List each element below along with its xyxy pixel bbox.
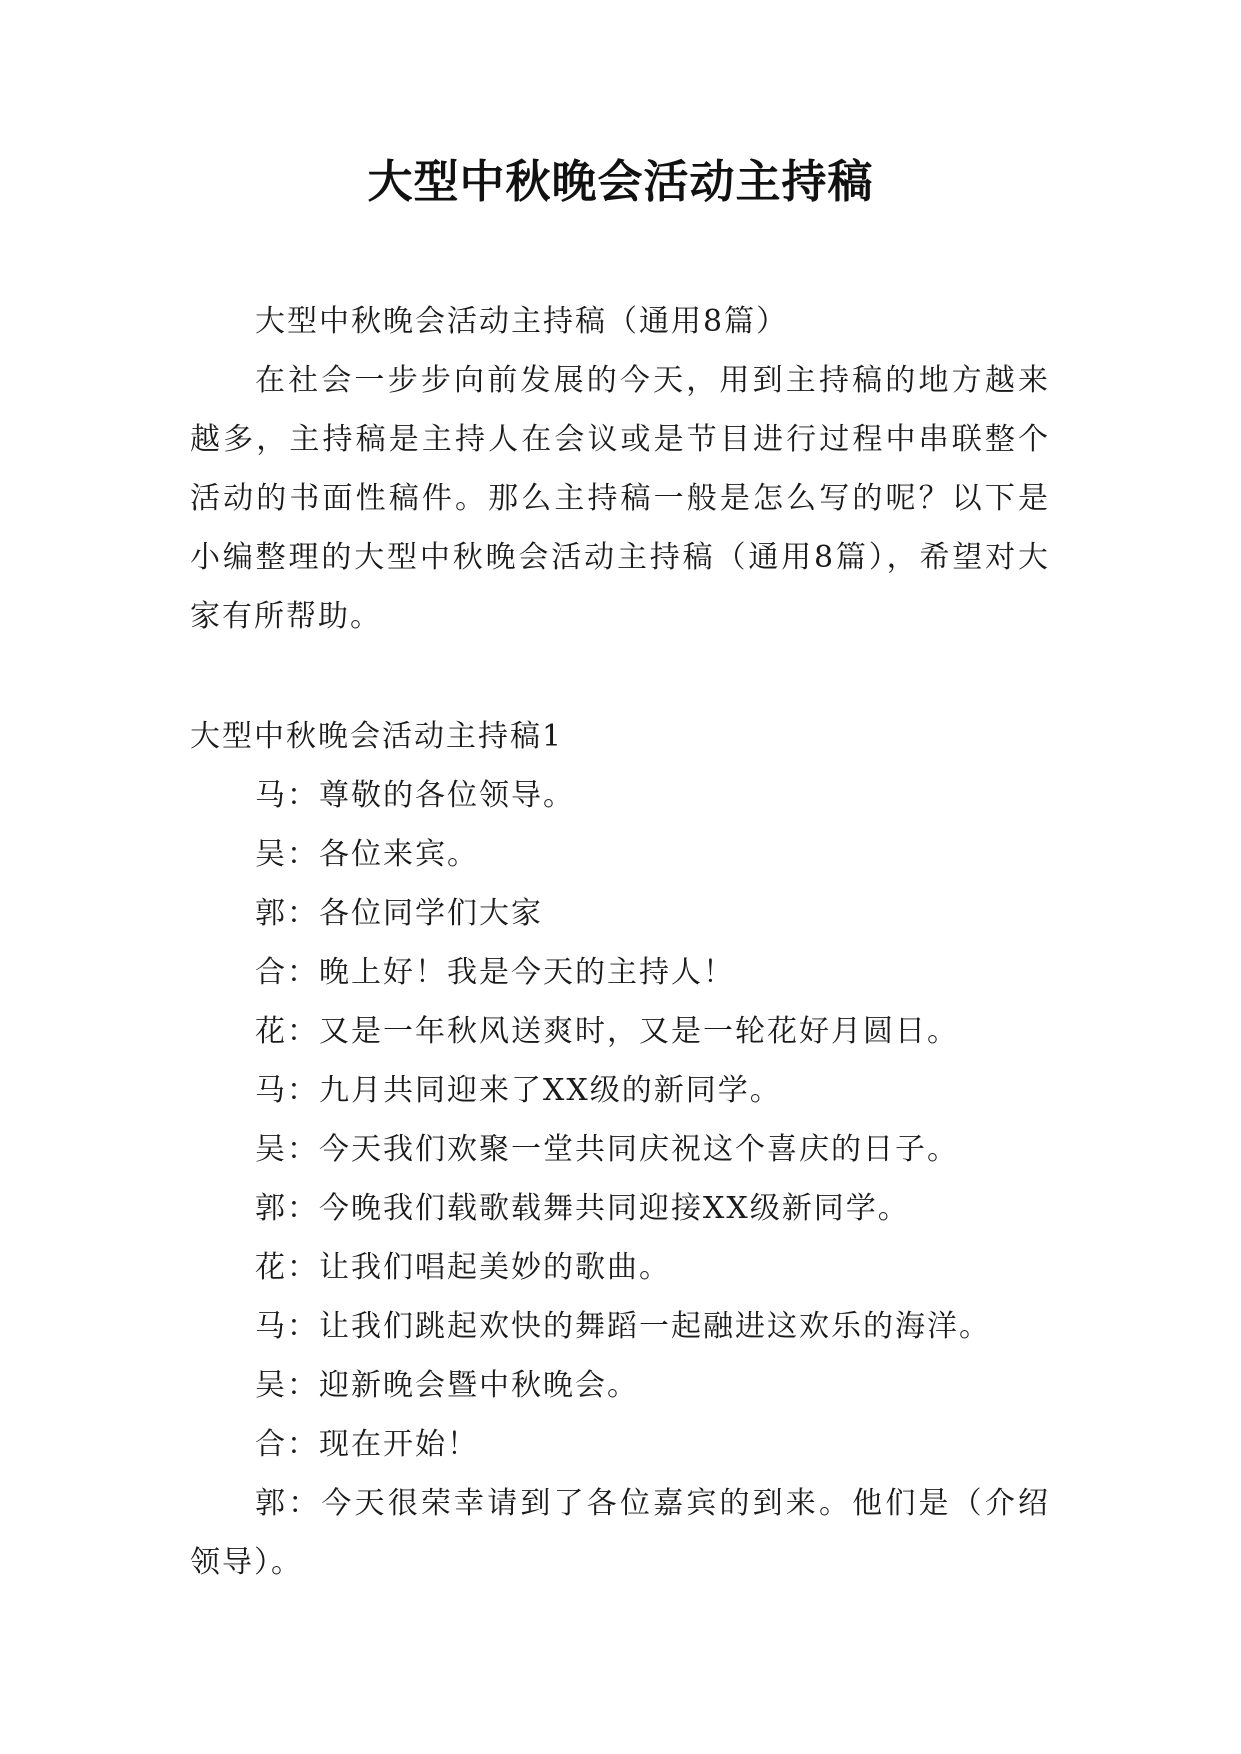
dialogue-line xyxy=(190,1238,1050,1297)
dialogue-line xyxy=(190,1356,1050,1415)
dialogue-line xyxy=(190,1002,1050,1061)
speaker-name: 吴 xyxy=(255,1368,287,1403)
dialogue-line xyxy=(190,1474,1050,1592)
speaker-name: 吴 xyxy=(255,837,287,872)
dialogue-text: ：让我们唱起美妙的歌曲。 xyxy=(287,1250,671,1285)
speaker-name: 花 xyxy=(255,1014,287,1049)
dialogue-line xyxy=(190,1061,1050,1120)
dialogue-text: ：今天我们欢聚一堂共同庆祝这个喜庆的日子。 xyxy=(287,1132,959,1167)
speaker-name: 合 xyxy=(255,1427,287,1462)
dialogue-text: ：九月共同迎来了XX级的新同学。 xyxy=(287,1073,782,1108)
dialogue-line xyxy=(190,884,1050,943)
section-heading: 大型中秋晚会活动主持稿1 xyxy=(190,719,564,754)
dialogue-text: ：晚上好！我是今天的主持人！ xyxy=(287,955,735,990)
dialogue-text: ：今天很荣幸请到了各位嘉宾的到来。他们是（介绍领导）。 xyxy=(190,1486,1051,1580)
speaker-name: 马 xyxy=(255,1073,287,1108)
dialogue-line xyxy=(190,1297,1050,1356)
speaker-name: 合 xyxy=(255,955,287,990)
dialogue-line xyxy=(190,825,1050,884)
speaker-name: 吴 xyxy=(255,1132,287,1167)
dialogue-text: ：尊敬的各位领导。 xyxy=(287,778,575,813)
speaker-name: 郭 xyxy=(255,1191,287,1226)
dialogue-text: ：各位同学们大家 xyxy=(287,896,543,931)
dialogue-line xyxy=(190,943,1050,1002)
dialogue-text: ：让我们跳起欢快的舞蹈一起融进这欢乐的海洋。 xyxy=(287,1309,991,1344)
dialogue-line xyxy=(190,1179,1050,1238)
dialogue-text: ：现在开始！ xyxy=(287,1427,479,1462)
document-title: 大型中秋晚会活动主持稿 xyxy=(367,155,874,208)
dialogue-text: ：迎新晚会暨中秋晚会。 xyxy=(287,1368,639,1403)
dialogue-text: ：又是一年秋风送爽时，又是一轮花好月圆日。 xyxy=(287,1014,959,1049)
document-body xyxy=(190,292,1050,1592)
intro-paragraph: 在社会一步步向前发展的今天，用到主持稿的地方越来越多，主持稿是主持人在会议或是节目进行过程中串联整个活动的书面性稿件。那么主持稿一般是怎么写的呢？以下是小编整理的大型中秋晚会活动主持稿（通用8篇），希望对大家有所帮助。 xyxy=(190,363,1050,634)
speaker-name: 花 xyxy=(255,1250,287,1285)
speaker-name: 马 xyxy=(255,778,287,813)
speaker-name: 马 xyxy=(255,1309,287,1344)
speaker-name: 郭 xyxy=(255,896,287,931)
speaker-name: 郭 xyxy=(255,1486,289,1521)
dialogue-text: ：今晚我们载歌载舞共同迎接XX级新同学。 xyxy=(287,1191,910,1226)
dialogue-text: ：各位来宾。 xyxy=(287,837,479,872)
dialogue-line xyxy=(190,766,1050,825)
dialogue-line xyxy=(190,1415,1050,1474)
dialogue-line xyxy=(190,1120,1050,1179)
subtitle-line: 大型中秋晚会活动主持稿（通用8篇） xyxy=(255,304,789,339)
